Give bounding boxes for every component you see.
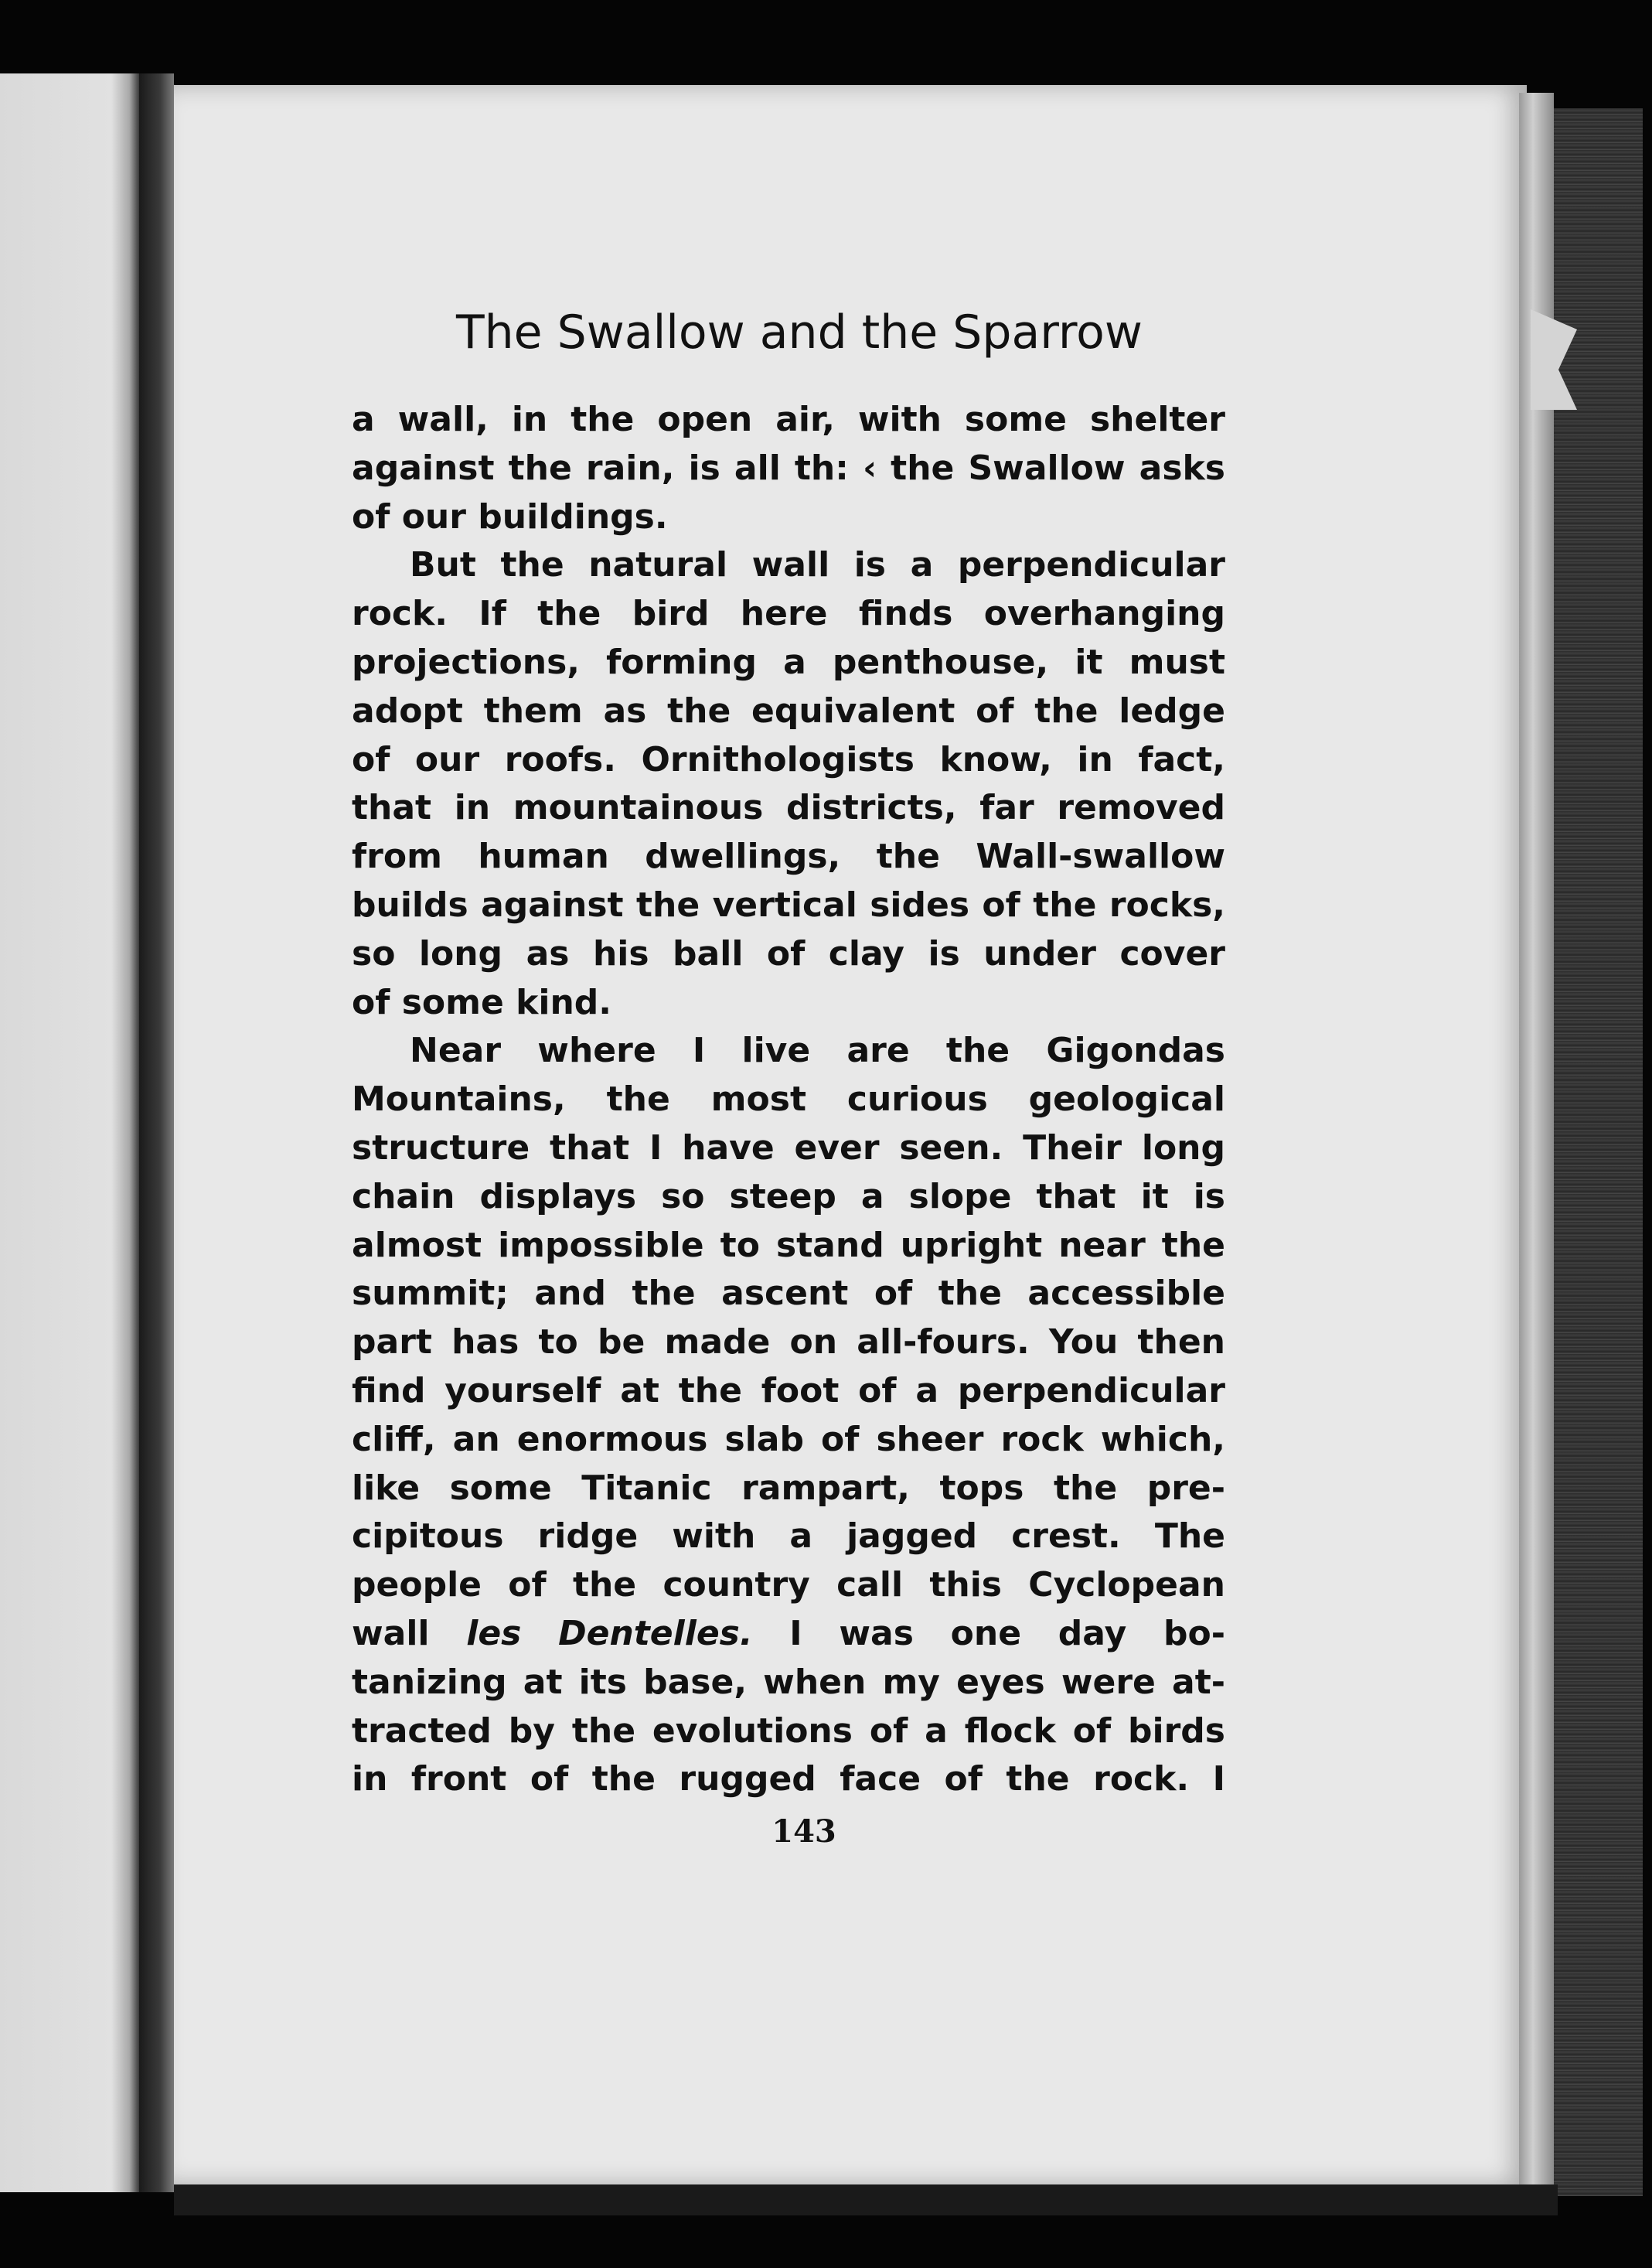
page-number: 143 xyxy=(772,1813,836,1850)
text-line: part has to be made on all-fours. You then xyxy=(352,1322,1225,1363)
text-line: structure that I have ever seen. Their long xyxy=(352,1127,1225,1168)
italic-phrase: les Dentelles. xyxy=(466,1613,753,1653)
text-line: almost impossible to stand upright near the xyxy=(352,1225,1225,1265)
book-gutter xyxy=(139,73,174,2192)
text-line: in front of the rugged face of the rock. I xyxy=(352,1759,1225,1799)
text-line: of our roofs. Ornithologists know, in fact, xyxy=(352,739,1225,779)
body-text xyxy=(352,396,1225,1804)
text-line: adopt them as the equivalent of the ledge xyxy=(352,691,1225,731)
text-segment: I was one day bo- xyxy=(789,1613,1225,1653)
text-line: Near where I live are the Gigondas xyxy=(410,1031,1225,1071)
text-line: against the rain, is all th: ‹ the Swallow asks xyxy=(352,448,1225,488)
text-line: of some kind. xyxy=(352,982,611,1022)
text-line: from human dwellings, the Wall-swallow xyxy=(352,837,1225,877)
text-line: that in mountainous districts, far removed xyxy=(352,788,1225,828)
text-line-with-italic xyxy=(352,1610,1225,1659)
text-line: people of the country call this Cyclopean xyxy=(352,1565,1225,1605)
running-head: The Swallow and the Sparrow xyxy=(456,305,1143,360)
text-line: But the natural wall is a perpendicular xyxy=(410,545,1225,585)
text-line: tanizing at its base, when my eyes were at- xyxy=(352,1662,1225,1702)
book-cover-edge xyxy=(1554,108,1643,2196)
facing-page-edge xyxy=(0,73,139,2192)
text-segment: wall xyxy=(352,1613,430,1653)
page-bottom-shadow xyxy=(174,2184,1558,2215)
text-line: summit; and the ascent of the accessible xyxy=(352,1274,1225,1314)
text-line: rock. If the bird here finds overhanging xyxy=(352,594,1225,634)
text-line: like some Titanic rampart, tops the pre- xyxy=(352,1468,1225,1508)
text-line: so long as his ball of clay is under cover xyxy=(352,933,1225,974)
text-line: find yourself at the foot of a perpendicular xyxy=(352,1370,1225,1410)
text-line: builds against the vertical sides of the rocks, xyxy=(352,885,1225,925)
text-line: Mountains, the most curious geological xyxy=(352,1079,1225,1120)
text-line: of our buildings. xyxy=(352,496,668,537)
text-line: tracted by the evolutions of a flock of birds xyxy=(352,1710,1225,1751)
text-line: projections, forming a penthouse, it must xyxy=(352,642,1225,682)
text-line: cipitous ridge with a jagged crest. The xyxy=(352,1516,1225,1557)
text-line: a wall, in the open air, with some shelter xyxy=(352,400,1225,439)
text-line: cliff, an enormous slab of sheer rock which, xyxy=(352,1419,1225,1459)
text-line: chain displays so steep a slope that it is xyxy=(352,1176,1225,1216)
